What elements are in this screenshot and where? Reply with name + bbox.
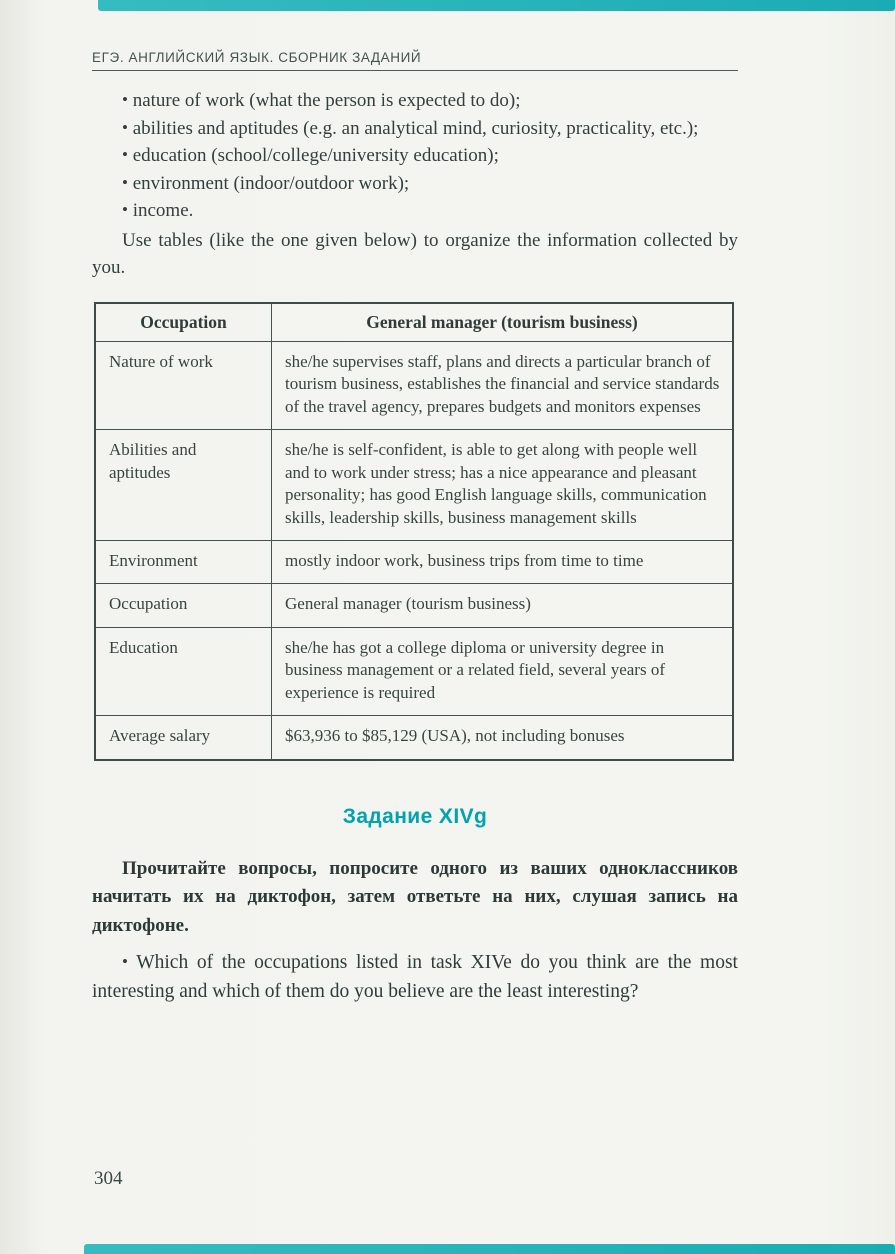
list-item-text: abilities and aptitudes (e.g. an analytical mind, curiosity, practicality, etc.); xyxy=(132,117,699,139)
bullet-icon: • xyxy=(122,200,128,220)
page-content xyxy=(92,50,738,1007)
column-header-occupation: Occupation xyxy=(95,303,272,342)
occupation-table xyxy=(94,302,734,761)
list-item xyxy=(92,197,738,225)
table-header-row xyxy=(95,303,733,342)
list-item-text: environment (indoor/outdoor work); xyxy=(132,172,410,194)
task-question-text: Which of the occupations listed in task XIVe do you think are the most interesting and which of them do you believe are the least interesting? xyxy=(92,952,738,1003)
list-item xyxy=(92,142,738,170)
table-row xyxy=(95,430,733,541)
row-value: mostly indoor work, business trips from time to time xyxy=(272,540,734,583)
row-label: Environment xyxy=(95,540,272,583)
row-value: General manager (tourism business) xyxy=(272,584,734,627)
list-item-text: nature of work (what the person is expected to do); xyxy=(132,90,521,111)
page-number: 304 xyxy=(94,1168,123,1189)
row-value: she/he supervises staff, plans and directs a particular branch of tourism business, establishes the financial and service standards of the travel agency, prepares budgets and monitors expenses xyxy=(272,341,734,429)
bullet-icon: • xyxy=(122,172,128,192)
bullet-icon: • xyxy=(122,117,128,137)
intro-paragraph: Use tables (like the one given below) to organize the information collected by you. xyxy=(92,229,738,279)
bullet-list xyxy=(92,87,738,225)
table-row xyxy=(95,627,733,715)
task-title: Задание XIVg xyxy=(342,804,488,828)
row-label: Education xyxy=(95,627,272,715)
bullet-icon: • xyxy=(122,952,128,972)
bullet-icon: • xyxy=(122,145,128,165)
row-label: Average salary xyxy=(95,716,272,760)
running-header: ЕГЭ. АНГЛИЙСКИЙ ЯЗЫК. СБОРНИК ЗАДАНИЙ xyxy=(92,50,422,65)
table-row xyxy=(95,341,733,429)
row-value: she/he has got a college diploma or university degree in business management or a related field, several years of experience is required xyxy=(272,627,734,715)
list-item xyxy=(92,115,738,143)
scan-edge-top xyxy=(98,0,895,11)
column-header-manager: General manager (tourism business) xyxy=(272,303,734,342)
table-row xyxy=(95,584,733,627)
header-rule xyxy=(92,70,738,71)
row-label: Nature of work xyxy=(95,341,272,429)
list-item-text: education (school/college/university education); xyxy=(132,145,499,167)
row-value: $63,936 to $85,129 (USA), not including bonuses xyxy=(272,716,734,760)
table-row xyxy=(95,540,733,583)
bullet-icon: • xyxy=(122,90,128,109)
row-label: Occupation xyxy=(95,584,272,627)
task-instructions: Прочитайте вопросы, попросите одного из ваших одноклассников начитать их на диктофон, затем ответьте на них, слушая запись на диктофоне. xyxy=(92,857,738,936)
list-item-text: income. xyxy=(132,200,194,222)
task-question xyxy=(92,948,738,1007)
list-item xyxy=(92,87,738,115)
scan-edge-bottom xyxy=(84,1244,895,1254)
list-item xyxy=(92,170,738,198)
row-value: she/he is self-confident, is able to get along with people well and to work under stress; has a nice appearance and pleasant personality; has good English language skills, communication skills, leadership skills, business management skills xyxy=(272,430,734,541)
row-label: Abilities and aptitudes xyxy=(95,430,272,541)
table-row xyxy=(95,716,733,760)
